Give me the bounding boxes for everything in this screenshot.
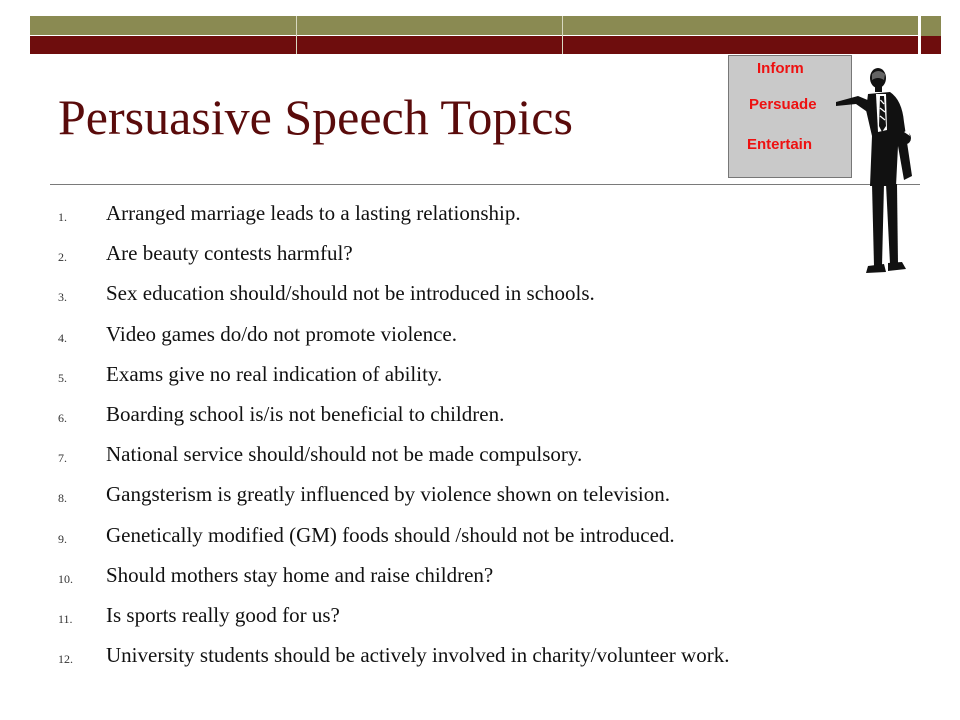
list-number: 10. — [58, 571, 73, 586]
corner-square-maroon — [921, 36, 941, 54]
list-text: Video games do/do not promote violence. — [106, 321, 457, 346]
bar-separator — [296, 16, 297, 54]
purpose-word-inform: Inform — [757, 60, 804, 77]
corner-square-olive — [921, 16, 941, 36]
presenter-figure-icon — [832, 66, 922, 278]
list-text: University students should be actively involved in charity/volunteer work. — [106, 643, 730, 668]
list-number: 5. — [58, 370, 67, 385]
slide-title: Persuasive Speech Topics — [58, 89, 573, 145]
list-text: Boarding school is/is not beneficial to children. — [106, 401, 505, 426]
bar-olive-band — [30, 16, 918, 36]
title-divider — [50, 184, 920, 185]
list-text: Arranged marriage leads to a lasting relationship. — [106, 201, 521, 225]
list-text: Gangsterism is greatly influenced by violence shown on television. — [106, 482, 670, 507]
list-number: 4. — [58, 330, 67, 345]
list-number: 11. — [58, 611, 73, 626]
bar-separator — [562, 16, 563, 54]
bar-maroon-band — [30, 36, 918, 54]
list-number: 1. — [58, 210, 67, 224]
list-text: Is sports really good for us? — [106, 602, 340, 627]
purpose-word-persuade: Persuade — [749, 96, 817, 113]
list-text: Are beauty contests harmful? — [106, 241, 353, 266]
list-number: 12. — [58, 652, 73, 667]
list-number: 8. — [58, 491, 67, 506]
list-number: 3. — [58, 290, 67, 305]
list-text: Genetically modified (GM) foods should /should not be introduced. — [106, 522, 675, 547]
purpose-word-entertain: Entertain — [747, 136, 813, 153]
list-number: 9. — [58, 531, 67, 546]
list-text: Should mothers stay home and raise children? — [106, 562, 494, 587]
list-number: 7. — [58, 451, 67, 466]
list-number: 2. — [58, 250, 67, 265]
list-number: 6. — [58, 410, 67, 425]
list-text: Exams give no real indication of ability. — [106, 361, 443, 386]
top-decorative-bar — [0, 0, 960, 62]
list-text: Sex education should/should not be introduced in schools. — [106, 281, 595, 306]
list-text: National service should/should not be made compulsory. — [106, 442, 583, 467]
